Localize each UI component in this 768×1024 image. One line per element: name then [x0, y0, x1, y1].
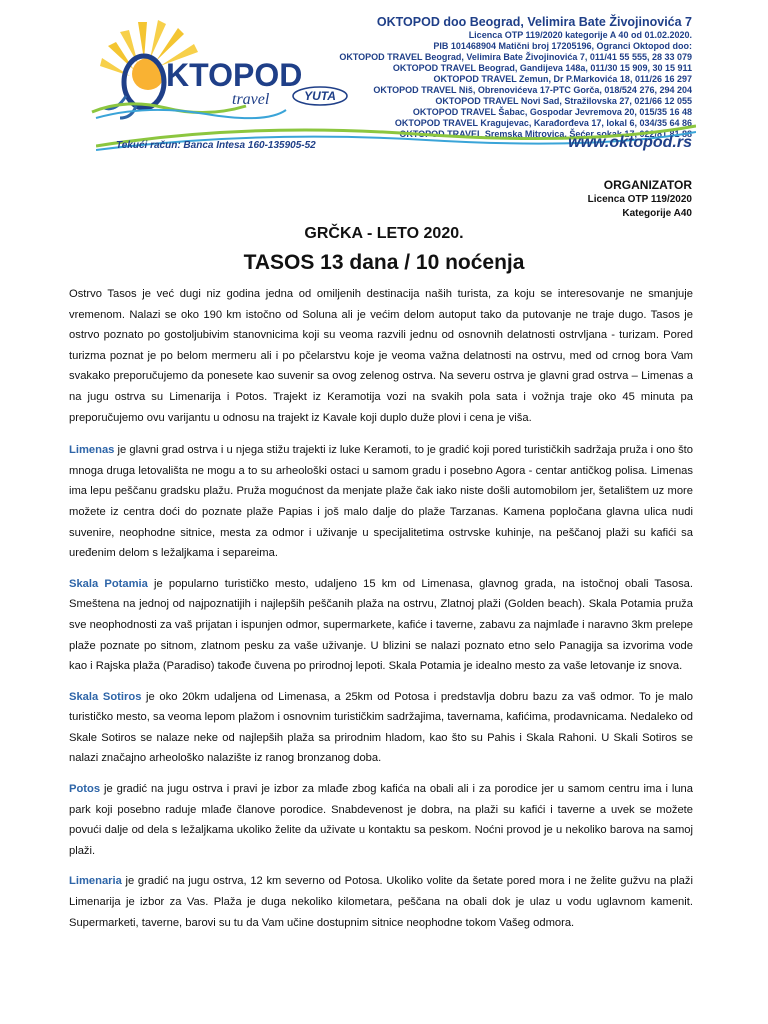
place-name: Potos: [69, 783, 101, 796]
company-line: OKTOPOD TRAVEL Beograd, Gandijeva 148a, 011/30 15 909, 30 15 911: [392, 63, 692, 73]
season-title: GRČKA - LETO 2020.: [304, 225, 464, 242]
company-line: OKTOPOD TRAVEL Sremska Mitrovica, Šećer sokak 17, 022/81 81 88: [399, 129, 692, 139]
company-line: OKTOPOD TRAVEL Kragujevac, Karađorđeva 17, lokal 6, 034/35 64 86: [394, 118, 692, 128]
place-name: Skala Potamia: [69, 577, 148, 590]
oktopod-logo: [86, 12, 316, 122]
place-description: je oko 20km udaljena od Limenasa, a 25km od Potosa i predstavlja dobru bazu za vaš odmor. To je malo turističko mesto, sa veoma lepom plažom i osnovnim turističkim sadržajima, tavernama, kafićima, prodavnicama. Nedaleko od Skale Sotiros se nalaze neke od najlepših plaža sa prirodnim hladom, kao što su Pahis i Skala Rahoni. U Skali Sotiros se nalazi značajno arheološko nalazište iz ranog bronzanog doba.: [69, 690, 693, 765]
place-paragraph-limenas: [69, 440, 693, 564]
place-paragraph-limenaria: [69, 871, 693, 933]
company-line: Licenca OTP 119/2020 kategorije A 40 od 01.02.2020.: [468, 30, 692, 40]
company-line: OKTOPOD TRAVEL Zemun, Dr P.Markovića 18, 011/26 16 297: [433, 74, 692, 84]
place-name: Limenaria: [69, 875, 122, 888]
bank-account: Tekući račun: Banca Intesa 160-135905-52: [116, 140, 316, 151]
place-description: je popularno turističko mesto, udaljeno 15 km od Limenasa, glavnog grada, na istočnoj obali Tasosa. Smeštena na jednoj od najpoznatijih i najlepših peščanih plaža na ostrvu, Zlatnoj plaži (Golden beach). Skala Potamia pruža sve neophodnosti za vaš prijatan i ispunjen odmor, supermarkete, kafiće i taverne, zabavu za najmlađe i naravno 3km prelepe plaže poznate po sitnom, zlatnom pesku za vaše uživanje. U blizini se nalazi poznato etno selo Panagija sa izvorima vode kao i Rajska plaža (Paradiso) takođe čuvena po prirodnoj lepoti. Skala Potamia je idealno mesto za vaše letovanje iz snova.: [69, 577, 693, 673]
company-line: OKTOPOD doo Beograd, Velimira Bate Živojinovića 7: [376, 15, 692, 29]
organizer-title: ORGANIZATOR: [603, 178, 692, 192]
organizer-block: [588, 177, 692, 221]
company-line: OKTOPOD TRAVEL Šabac, Gospodar Jevremova 20, 015/35 16 48: [412, 107, 692, 117]
svg-text:YUTA: YUTA: [304, 89, 336, 103]
company-line: OKTOPOD TRAVEL Niš, Obrenovićeva 17-PTC Gorča, 018/524 276, 294 204: [373, 85, 692, 95]
place-description: je glavni grad ostrva i u njega stižu trajekti iz luke Keramoti, to je gradić koji pored turističkih sadržaja pruža i ono što mnoga druga letovališta ne mogu a to su arheološki ostaci u samom gradu i posebno Agora - centar antičkog polisa. Limenas ima lepu peščanu gradsku plažu. Pruža mogućnost da menjate plaže čak iako niste došli automobilom jer, šetalištem uz more možete iz centra doći do poznate plaže Papias i još malo dalje do plaže Tarzanas. Kamena popločana glavna ulica nudi suvenire, neophodne sitnice, mesta za odmor i uživanje u specijalitetima ostrvske kuhinje, na peščanoj plaži su kafići sa uređenim delom s ležaljkama i separeima.: [69, 444, 693, 560]
svg-text:travel: travel: [232, 91, 270, 108]
organizer-category: Kategorije A40: [622, 208, 692, 219]
letterhead: [0, 0, 768, 160]
place-paragraph-potos: [69, 779, 693, 861]
place-name: Limenas: [69, 444, 115, 457]
document-body: [69, 284, 693, 933]
company-line: OKTOPOD TRAVEL Beograd, Velimira Bate Živojinovića 7, 011/41 55 555, 28 33 079: [339, 52, 692, 62]
organizer-license: Licenca OTP 119/2020: [587, 194, 692, 205]
intro-paragraph: Ostrvo Tasos je već dugi niz godina jedna od omiljenih destinacija naših turista, za koju se interesovanje ne smanjuje vremenom. Nalazi se oko 190 km istočno od Soluna ali je većim delom autoput tako da putovanje ne traje dugo. Tasos je ostrvo poznato po gostoljubivim stanovnicima koji su veoma razvili jednu od osnovnih delatnosti ostrvljana - turizam. Pored turizma poznat je po belom mermeru ali i po pčelarstvu koje je veoma važna delatnosti na ostrvu, med od crnog bora Vam svakako preporučujemo da ponesete kao suvenir sa ovog zelenog ostrva. Na severu ostrva je glavni grad ostrva – Limenas a na jugu ostrva su Limenarija i Potos. Trajekt iz Keramotija vozi na svakih pola sata i vožnja traje oko 45 minuta pa preporučujemo ovu varijantu u odnosu na trajekt iz Kavale koji duplo duže plovi i cena je viša.: [69, 288, 693, 424]
place-paragraph-skala-sotiros: [69, 687, 693, 769]
place-description: je gradić na jugu ostrva i pravi je izbor za mlađe zbog kafića na obali ali i za porodice jer u samom centru ima i luna park koji posebno raduje mlađe članove porodice. Snabdevenost je dobra, na plaži su kafići i taverne a uvek se možete povući dalje od dela s ležaljkama ukoliko želite da uživate u kontaktu sa peskom. Noćni provod je u nekoliko barova na samoj plaži.: [69, 783, 693, 857]
place-name: Skala Sotiros: [69, 690, 142, 703]
page-title: TASOS 13 dana / 10 noćenja: [243, 251, 525, 274]
company-line: OKTOPOD TRAVEL Novi Sad, Stražilovska 27, 021/66 12 055: [435, 96, 692, 106]
website-link[interactable]: www.oktopod.rs: [568, 134, 692, 151]
company-line: PIB 101468904 Matični broj 17205196, Ogranci Oktopod doo:: [433, 41, 692, 51]
svg-text:KTOPOD: KTOPOD: [166, 57, 303, 93]
place-description: je gradić na jugu ostrva, 12 km severno od Potosa. Ukoliko volite da šetate pored mora i ne želite gužvu na plaži Limenarija je izbor za Vas. Plaža je duga nekoliko kilometara, peščana na obali dok je ulaz u vodu uglavnom kamenit. Supermarketi, taverne, barovi su tu da Vam učine dostupnim sitnice neophodne tokom Vašeg odmora.: [69, 875, 693, 929]
place-paragraph-skala-potamia: [69, 574, 693, 677]
